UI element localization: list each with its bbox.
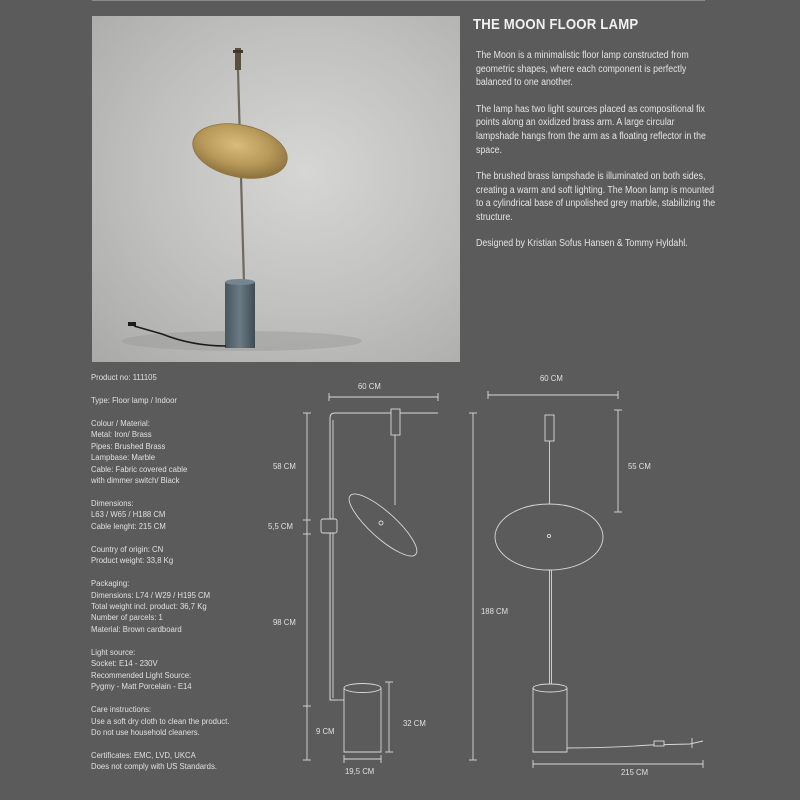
spec-heading: Care instructions: bbox=[91, 704, 152, 715]
spec-line: Pipes: Brushed Brass bbox=[91, 440, 166, 451]
description-paragraph: The lamp has two light sources placed as compositional fix points along an oxidized brass arm. A large circular lampshade hangs from the arm as a floating reflector in the space. bbox=[476, 103, 706, 156]
spec-line: L63 / W65 / H188 CM bbox=[91, 509, 166, 520]
cable-length-label: 215 CM bbox=[621, 767, 649, 777]
spec-heading: Light source: bbox=[91, 646, 136, 657]
spec-line: Cable lenght: 215 CM bbox=[91, 520, 166, 531]
front-width-label: 60 CM bbox=[540, 373, 563, 383]
designer-credit: Designed by Kristian Sofus Hansen & Tommy Hyldahl. bbox=[476, 237, 688, 249]
side-joint-height-label: 5,5 CM bbox=[268, 521, 293, 531]
spec-line: Country of origin: CN bbox=[91, 543, 164, 554]
spec-line: Does not comply with US Standards. bbox=[91, 761, 217, 772]
spec-line: with dimmer switch/ Black bbox=[91, 475, 180, 486]
front-view-drawing bbox=[469, 391, 703, 768]
base-height-label: 32 CM bbox=[403, 718, 426, 728]
description-paragraph: The brushed brass lampshade is illuminated on both sides, creating a warm and soft lighting. The Moon lamp is mounted to a cylindrical base of unpolished grey marble, stabilizing the structure. bbox=[476, 171, 716, 223]
side-lower-height-label: 98 CM bbox=[273, 617, 296, 627]
spec-line: Pygmy - Matt Porcelain - E14 bbox=[91, 681, 192, 692]
spec-line: Metal: Iron/ Brass bbox=[91, 429, 152, 440]
spec-heading: Packaging: bbox=[91, 578, 130, 589]
description-paragraph: The Moon is a minimalistic floor lamp constructed from geometric shapes, where each component is perfectly balanced to one another. bbox=[476, 50, 689, 89]
spec-line: Product weight: 33,8 Kg bbox=[91, 555, 174, 566]
total-height-label: 188 CM bbox=[481, 606, 509, 616]
spec-line: Material: Brown cardboard bbox=[91, 623, 182, 634]
spec-line: Recommended Light Source: bbox=[91, 669, 192, 680]
spec-heading: Colour / Material: bbox=[91, 418, 150, 428]
spec-line: Type: Floor lamp / Indoor bbox=[91, 395, 177, 405]
spec-line: Cable: Fabric covered cable bbox=[91, 463, 188, 474]
spec-line: Socket: E14 - 230V bbox=[91, 658, 158, 669]
side-upper-height-label: 58 CM bbox=[273, 461, 296, 471]
page-title: THE MOON FLOOR LAMP bbox=[473, 16, 639, 33]
front-top-height-label: 55 CM bbox=[628, 461, 651, 471]
base-width-label: 19,5 CM bbox=[345, 766, 375, 776]
spec-line: Number of parcels: 1 bbox=[91, 612, 163, 623]
spec-line: Lampbase: Marble bbox=[91, 452, 156, 463]
base-offset-label: 9 CM bbox=[316, 726, 335, 736]
side-width-label: 60 CM bbox=[358, 381, 381, 391]
spec-line: Certificates: EMC, LVD, UKCA bbox=[91, 749, 196, 760]
spec-line: Dimensions: L74 / W29 / H195 CM bbox=[91, 589, 211, 600]
spec-heading: Dimensions: bbox=[91, 498, 134, 509]
side-view-drawing bbox=[303, 393, 438, 763]
spec-line: Product no: 111105 bbox=[91, 372, 157, 382]
spec-line: Do not use household cleaners. bbox=[91, 726, 200, 737]
spec-line: Total weight incl. product: 36,7 Kg bbox=[91, 601, 207, 612]
spec-line: Use a soft dry cloth to clean the product. bbox=[91, 715, 230, 726]
